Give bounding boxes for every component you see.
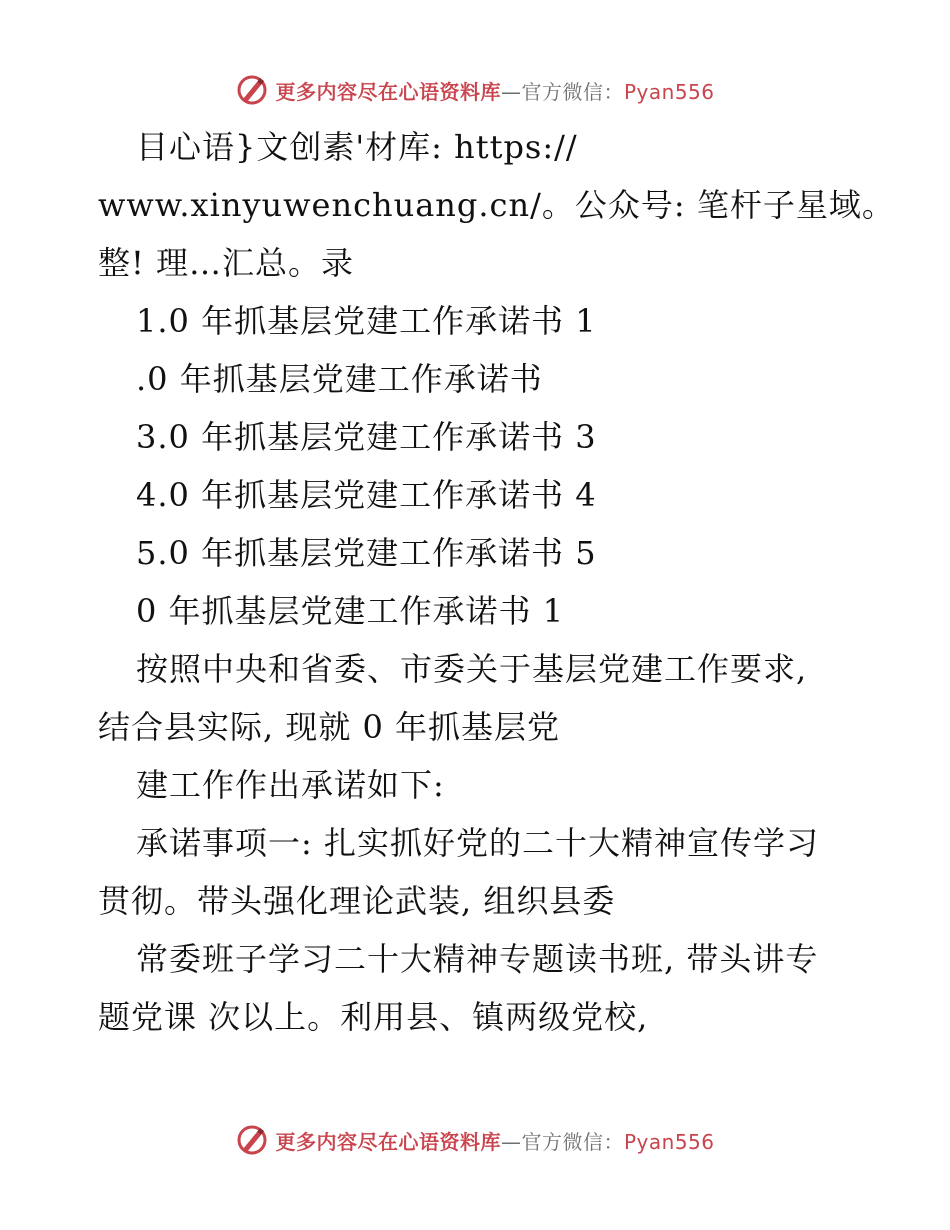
paragraph-line: 建工作作出承诺如下: (136, 766, 445, 804)
text-line: 整! 理…汇总。录 (98, 244, 355, 282)
text-line: 目心语}文创素'材库: https:// (136, 128, 578, 166)
paragraph-line: 贯彻。带头强化理论武装, 组织县委 (98, 882, 616, 920)
watermark-account-label: 官方微信： (521, 79, 624, 104)
paragraph-line: 按照中央和省委、市委关于基层党建工作要求, (136, 650, 808, 688)
pen-logo-icon (235, 1123, 269, 1157)
toc-item: 1.0 年抓基层党建工作承诺书 1 (136, 302, 597, 340)
footer-watermark (0, 1118, 950, 1162)
toc-item: .0 年抓基层党建工作承诺书 (136, 360, 543, 398)
toc-item: 3.0 年抓基层党建工作承诺书 3 (136, 418, 597, 456)
watermark-separator: — (500, 1129, 522, 1154)
section-title: 0 年抓基层党建工作承诺书 1 (136, 592, 565, 630)
watermark-separator: — (500, 79, 522, 104)
header-watermark (0, 68, 950, 112)
pen-logo-icon (235, 73, 269, 107)
watermark-text (275, 1126, 714, 1155)
watermark-group (235, 73, 714, 107)
document-body (98, 118, 895, 1046)
watermark-main-text: 更多内容尽在心语资料库 (275, 1129, 501, 1154)
watermark-main-text: 更多内容尽在心语资料库 (275, 79, 501, 104)
watermark-group (235, 1123, 714, 1157)
watermark-text (275, 76, 714, 105)
paragraph-line: 常委班子学习二十大精神专题读书班, 带头讲专 (136, 940, 819, 978)
toc-item: 5.0 年抓基层党建工作承诺书 5 (136, 534, 597, 572)
paragraph-line: 题党课 次以上。利用县、镇两级党校, (98, 998, 649, 1036)
watermark-account-id: Pyan556 (623, 1129, 715, 1154)
text-line: www.xinyuwenchuang.cn/。公众号: 笔杆子星域。 (98, 186, 895, 224)
toc-item: 4.0 年抓基层党建工作承诺书 4 (136, 476, 597, 514)
watermark-account-id: Pyan556 (623, 79, 715, 104)
paragraph-line: 结合县实际, 现就 0 年抓基层党 (98, 708, 561, 746)
paragraph-line: 承诺事项一: 扎实抓好党的二十大精神宣传学习 (136, 824, 819, 862)
watermark-account-label: 官方微信： (521, 1129, 624, 1154)
